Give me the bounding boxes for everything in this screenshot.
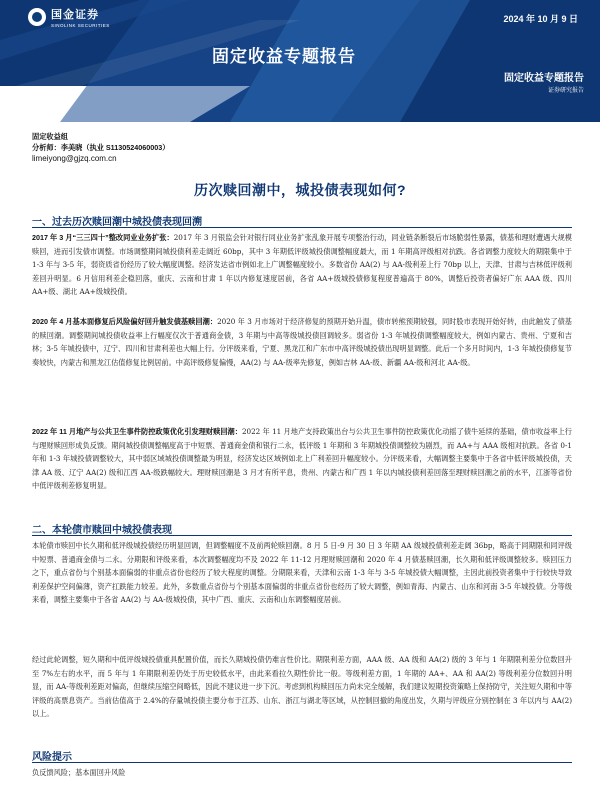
section1-divider bbox=[32, 227, 572, 228]
section2-paragraph-1: 本轮债市赎回中长久期和低评级城投债经历明显回调，但调整幅度不及前两轮赎回潮。8 月 5 日-9 月 30 日 3 年期 AA 级城投债利差走阔 36bp，略高于同期限和同评级中短票、普通商金债与二永。分期限和评级来看，本次调整幅度均不及 2022 年 11-12 月理财赎回潮和 2020 年 4 月债基赎回潮，长久期和低评级调整较多。赎回压力之下，重点省份与个别基本面偏弱的非重点省份也经历了较大程度的调整。分期限来看，天津和云南 1-3 年与 3-5 年城投债大幅调整，主因此前投资者集中于行较快导致利差保护空间偏薄，资产扛跌能力较差。此外，多数重点省份与个别基本面偏弱的非重点省份也经历了较大调整，例如青海、内蒙古、山东和河南 3-5 年城投债。分等级来看，调整主要集中于各省 AA(2) 与 AA-级城投债，其中广西、重庆、云南和山东调整幅度居前。 bbox=[32, 541, 572, 604]
p1-body: 2017 年 3 月银监会针对银行同业业务扩张乱象开展专项整治行动，同业链条断裂后市场脆弱性暴露，债基和理财遭遇大规模赎回，进而引发债市调整。市场调整期间城投债利差走阔近 60bp，其中 3 年期低评级城投债调整幅度最大，而 1 年期高评级相对抗跌。各省调整力度较大的期限集中于 1-3 年与 3-5 年，弱资质省份经历了较大幅度调整。经济发达省市例如北上广调整幅度较小。多数省份 AA(2) 与 AA-级利差上行 70bp 以上，天津、甘肃与吉林低评级利差回升明显。6 月信用利差企稳回落，重庆、云南和甘肃 1 年以内修复速度居前，各省 AA+级城投债修复程度普遍高于 80%，调整后投资者偏好广东 AAA 级、四川 AA+级、湖北 AA+级城投债。 bbox=[32, 233, 572, 296]
report-header bbox=[0, 0, 600, 122]
risk-heading: 风险提示 bbox=[32, 752, 72, 763]
section1-paragraph-3 bbox=[32, 425, 572, 493]
author-block bbox=[32, 131, 169, 164]
p3-body: 2022 年 11 月地产支持政策出台与公共卫生事件防控政策优化动摇了债牛延续的基础，债市收益率上行与理财赎回形成负反馈。期间城投债调整幅度高于中短票、普通商金债和银行二永，低评级 1 年期和 3 年期城投债调整较为剧烈，而 AA+与 AAA 级相对抗跌。各省 0-1 年和 1-3 年城投债调整较大，其中弱区域城投债调整最为明显，经济发达区域例如北上广利差回升幅度较小。分评级来看，大幅调整主要集中于各省中低评级城投债，天津 AA 级、辽宁 AA(2) 级和江西 AA-级跌幅较大。理财赎回潮是 3 月才有所平息，贵州、内蒙古和广西 1 年以内城投债利差回落至理财赎回潮之前的水平，江浙等省份中低评级利差修复明显。 bbox=[32, 427, 572, 490]
header-title: 固定收益专题报告 bbox=[212, 47, 356, 66]
p2-body: 2020 年 3 月市场对于经济修复的预期开始升温，债市转熊预期较强，同时股市表现开始好转，由此触发了债基的赎回潮。调整期间城投债收益率上行幅度仅次于普通商金债，3 年期与中高等级城投债回调较多。弱省份 1-3 年城投债调整幅度较大，例如内蒙古、贵州、宁夏和吉林；3-5 年城投债中，辽宁、四川和甘肃利差也大幅上行。分评级来看，宁夏、黑龙江和广东市中高评级城投债出现明显调整。此后一个多月时间内，1-3 年城投债修复节奏较快，内蒙古和黑龙江估值修复比例居前。中高评级修复偏慢，AA(2) 与 AA-级率先修复，例如吉林 AA-级、新疆 AA-级和河北 AA-级。 bbox=[32, 317, 572, 367]
section1-paragraph-2 bbox=[32, 315, 572, 369]
p2-head: 2020 年 4 月基本面修复后风险偏好回升触发债基赎回潮： bbox=[32, 317, 218, 326]
risk-text: 负反馈风险；基本面回升风险 bbox=[32, 768, 126, 777]
section2-heading: 二、本轮债市赎回中城投债表现 bbox=[32, 525, 172, 536]
section1-heading: 一、过去历次赎回潮中城投债表现回溯 bbox=[32, 217, 202, 228]
header-subtitle: 固定收益专题报告 bbox=[504, 73, 584, 84]
author-email[interactable]: limeiyong@gjzq.com.cn bbox=[32, 154, 117, 163]
section2-divider bbox=[32, 535, 572, 536]
risk-divider bbox=[32, 762, 572, 763]
section1-paragraph-1 bbox=[32, 231, 572, 299]
logo-cn: 国金证券 bbox=[51, 9, 99, 21]
author-analyst: 分析师：李美晓（执业 S1130524060003） bbox=[32, 143, 170, 152]
p3-head: 2022 年 11 月地产与公共卫生事件防控政策优化引发理财赎回潮： bbox=[32, 427, 242, 436]
p1-head: 2017 年 3 月“三三四十”整改同业业务扩张： bbox=[32, 233, 174, 242]
author-group: 固定收益组 bbox=[32, 132, 68, 141]
section2-paragraph-2: 经过此轮调整，短久期和中低评级城投债重具配置价值，而长久期城投债仍难言性价比。期限利差方面，AAA 级、AA 级和 AA(2) 级的 3 年与 1 年期限利差分位数回升至 7%左右的水平，而 5 年与 1 年期限利差仍处于历史较低水平，由此来看拉久期性价比一般。等级利差方面，1 年期的 AA+、AA 和 AA(2) 等级利差分位数回升明显，而 AA-等级利差距对偏高，但继续压缩空间略低，因此不建议进一步下沉。考虑到机构赎回压力尚未完全缓解，我们建议短期投资策略上保持防守，关注短久期和中等评级的高票息资产。当前估值高于 2.4%的存量城投债主要分布于江苏、山东、浙江与湖北等区域，从控制回撤的角度出发，久期与评级应分别控制在 3 年以内与 AA(2) 以上。 bbox=[32, 655, 572, 718]
logo-en: SINOLINK SECURITIES bbox=[51, 23, 110, 28]
report-date: 2024 年 10 月 9 日 bbox=[503, 14, 578, 24]
brand-logo bbox=[28, 6, 110, 28]
page-title: 历次赎回潮中，城投债表现如何? bbox=[193, 182, 407, 198]
header-category: 证券研究报告 bbox=[547, 88, 584, 94]
logo-icon bbox=[28, 8, 46, 26]
